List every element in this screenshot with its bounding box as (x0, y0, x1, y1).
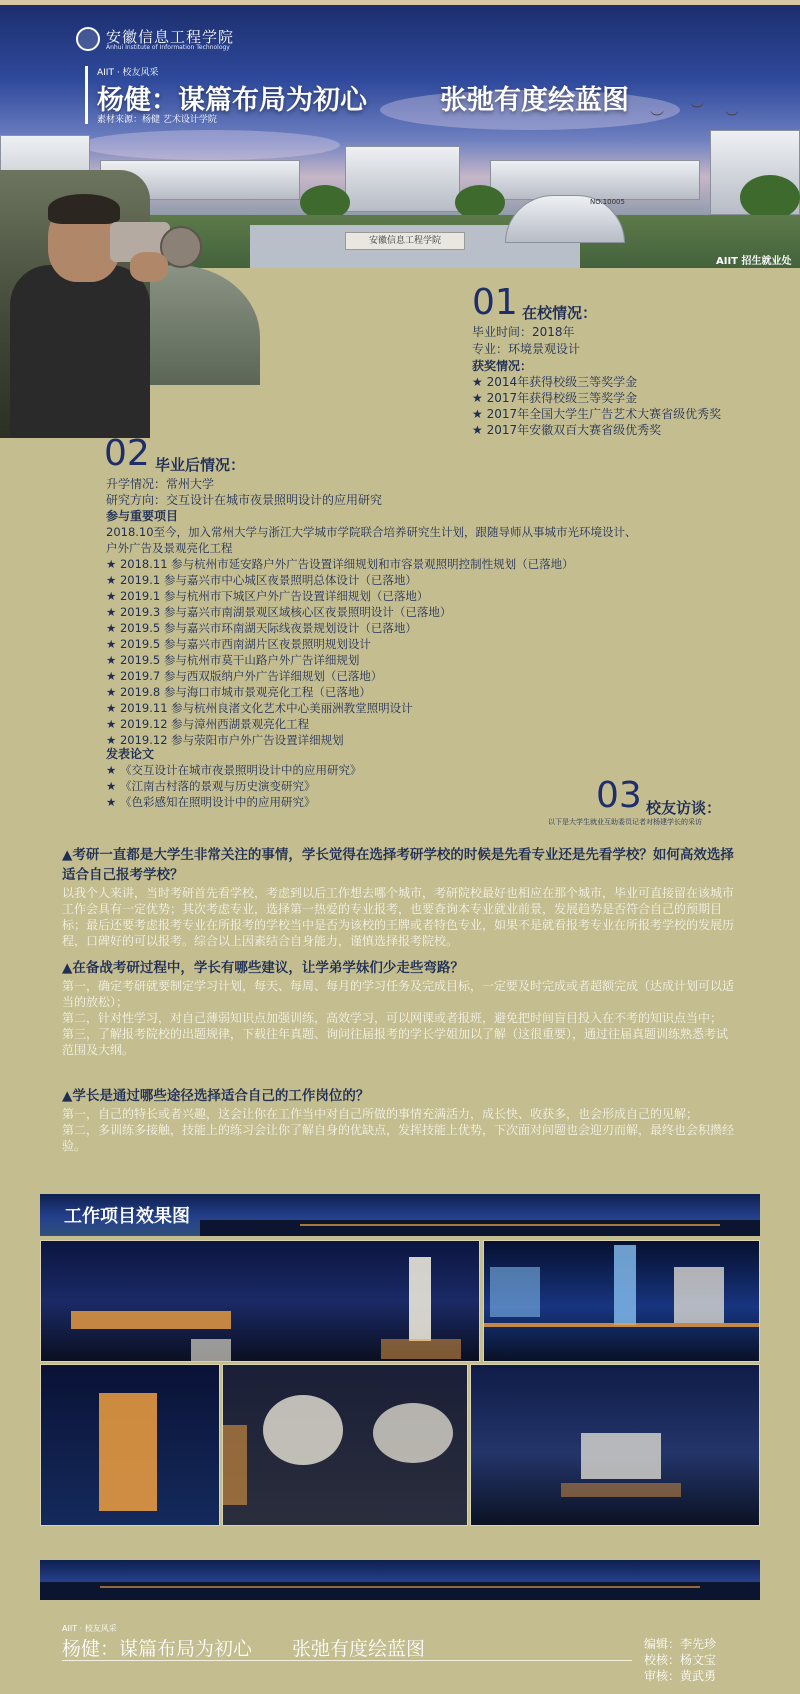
title-accent-bar (85, 66, 88, 124)
project-item: ★ 2019.1 参与嘉兴市中心城区夜景照明总体设计（已落地） (106, 573, 417, 587)
building-number: NO.10005 (590, 198, 625, 206)
interview-qa-1 (62, 845, 738, 949)
campus-main-building (345, 146, 460, 212)
city-lights (300, 1224, 720, 1226)
projects-list (106, 556, 574, 748)
school-logo-text: 安徽信息工程学院 (106, 28, 235, 46)
bird-icon: ︶ (725, 111, 739, 127)
grad-time: 毕业时间：2018年 (472, 325, 575, 339)
pavilion-lights (71, 1311, 231, 1329)
interview-note: 以下是大学生就业互助委员记者对杨建学长的采访 (548, 818, 702, 826)
school-logo-subtitle: Anhui Institute of Information Technology (106, 44, 230, 51)
award-item: ★ 2017年安徽双百大赛省级优秀奖 (472, 423, 662, 437)
gallery-title: 工作项目效果图 (64, 1206, 190, 1227)
project-item: ★ 2019.12 参与荥阳市户外广告设置详细规划 (106, 733, 344, 747)
interview-answer: 以我个人来讲，当时考研首先看学校，考虑到以后工作想去哪个城市，考研院校最好也相应在那个城市，毕业可直接留在该城市工作会具有一定优势；其次考虑专业，选择第一热爱的专业报考，也要查询本专业就业前景，发展趋势是否符合自己的预期目标；最后还要考虑报考专业在所报考的学校当中是否为该校的王牌或者特色专业，如果不是就看报考专业在所报考学校的发展历程，口碑好的可以报考。综合以上因素结合自身能力，谨慎选择报考院校。 (62, 886, 735, 948)
gallery-header-banner (40, 1194, 760, 1236)
project-photo-street (222, 1364, 468, 1526)
project-photo-building (470, 1364, 760, 1526)
hero-source: 素材来源：杨健 艺术设计学院 (97, 115, 217, 125)
project-item: ★ 2019.1 参与杭州市下城区户外广告设置详细规划（已落地） (106, 589, 429, 603)
alumni-photo (0, 170, 260, 440)
footer-divider (62, 1660, 632, 1661)
bridge-reflection (191, 1339, 231, 1362)
bird-icon: ︶ (690, 103, 704, 119)
project-item: ★ 2019.11 参与杭州良渚文化艺术中心美丽洲教堂照明设计 (106, 701, 413, 715)
major: 专业：环境景观设计 (472, 342, 581, 356)
interview-answer: 第一，自己的特长或者兴趣，这会让你在工作当中对自己所做的事情充满活力，成长快、收获多，也会形成自己的见解； 第二，多训练多接触，技能上的练习会让你了解自身的优缺点，发挥技能上优势，下次面对问题也会迎刃而解，最终也会积攒经验。 (62, 1107, 735, 1153)
interview-question: ▲考研一直都是大学生非常关注的事情，学长觉得在选择考研学校的时候是先看专业还是先看学校？如何高效选择适合自己报考学校？ (62, 847, 734, 883)
hero-tag: AIIT · 校友风采 (97, 68, 159, 78)
footer-proofreader: 校核：杨文宝 (644, 1653, 717, 1667)
graduate-school: 升学情况：常州大学 (106, 477, 215, 491)
cloud (80, 130, 340, 160)
building-lights (674, 1267, 724, 1323)
pagoda-lights (409, 1257, 431, 1341)
bird-icon: ︶ (650, 111, 664, 127)
footer-tag: AIIT · 校友风采 (62, 1624, 117, 1633)
storefront-lights (223, 1425, 247, 1505)
section-01-number: 01 (472, 282, 518, 323)
project-item: ★ 2018.11 参与杭州市延安路户外广告设置详细规划和市容景观照明控制性规划（已落地） (106, 557, 574, 571)
award-item: ★ 2017年获得校级三等奖学金 (472, 391, 638, 405)
project-item: ★ 2019.12 参与漳州西湖景观亮化工程 (106, 717, 310, 731)
interview-qa-3 (62, 1086, 738, 1154)
interview-question: ▲在备战考研过程中，学长有哪些建议，让学弟学妹们少走些弯路？ (62, 960, 464, 976)
section-03-title: 校友访谈： (646, 799, 722, 817)
project-photo-skyline (483, 1240, 760, 1362)
tree-lights (263, 1395, 343, 1465)
project-photo-hotel (40, 1364, 220, 1526)
building-facade-lights (581, 1433, 661, 1479)
hero-title-left: 杨健：谋篇布局为初心 (97, 85, 367, 116)
hotel-facade-lights (99, 1393, 157, 1511)
skyline-silhouette (40, 1582, 760, 1600)
project-item: ★ 2019.5 参与杭州市莫干山路户外广告详细规划 (106, 653, 360, 667)
person-body (10, 265, 150, 438)
awards-list (472, 374, 721, 438)
project-photo-pagoda (40, 1240, 480, 1362)
projects-intro-line2: 户外广告及景观亮化工程 (106, 541, 233, 555)
papers-label: 发表论文 (106, 747, 155, 761)
research-direction: 研究方向：交互设计在城市夜景照明设计的应用研究 (106, 493, 383, 507)
section-02-title: 毕业后情况： (155, 456, 246, 474)
section-01-title: 在校情况： (522, 304, 598, 322)
campus-sign: 安徽信息工程学院 (345, 232, 465, 250)
section-03-number: 03 (596, 775, 642, 816)
person-hair (48, 194, 120, 224)
interview-answer: 第一，确定考研就要制定学习计划，每天、每周、每月的学习任务及完成目标，一定要及时完成或者超额完成（达成计划可以适当的放松）； 第二，针对性学习，对自己薄弱知识点加强训练，高效学习，可以网课或者报班，避免把时间盲目投入在不考的知识点当中； 第三，了解报考院校的出题规律，下载往年真题、询问往届报考的学长学姐加以了解（这很重要），通过往届真题训练熟悉考试范围及大纲。 (62, 979, 735, 1057)
top-stripe (0, 0, 800, 5)
tree (740, 175, 800, 220)
projects-intro-line1: 2018.10至今，加入常州大学与浙江大学城市学院联合培养研究生计划，跟随导师从事城市光环境设计、 (106, 525, 637, 539)
tower-lights (614, 1245, 636, 1325)
footer-title-right: 张弛有度绘蓝图 (292, 1638, 426, 1660)
award-item: ★ 2014年获得校级三等奖学金 (472, 375, 638, 389)
paper-item: ★ 《江南古村落的景观与历史演变研究》 (106, 779, 316, 793)
pagoda-reflection (381, 1339, 461, 1359)
award-item: ★ 2017年全国大学生广告艺术大赛省级优秀奖 (472, 407, 722, 421)
footer-reviewer: 审核：黄武勇 (644, 1669, 717, 1683)
city-lights (100, 1586, 700, 1588)
papers-list (106, 762, 361, 810)
project-item: ★ 2019.7 参与西双版纳户外广告详细规划（已落地） (106, 669, 383, 683)
project-item: ★ 2019.5 参与嘉兴市西南湖片区夜景照明规划设计 (106, 637, 371, 651)
interview-question: ▲学长是通过哪些途径选择适合自己的工作岗位的？ (62, 1088, 370, 1104)
projects-label: 参与重要项目 (106, 509, 179, 523)
project-item: ★ 2019.8 参与海口市城市景观亮化工程（已落地） (106, 685, 371, 699)
paper-item: ★ 《色彩感知在照明设计中的应用研究》 (106, 795, 316, 809)
awards-label: 获奖情况： (472, 359, 533, 373)
aiit-corner-mark: AIIT 招生就业处 (716, 256, 792, 267)
school-logo-icon (76, 27, 100, 51)
section-02-number: 02 (104, 433, 150, 474)
gallery-footer-banner (40, 1560, 760, 1600)
project-item: ★ 2019.5 参与嘉兴市环南湖天际线夜景规划设计（已落地） (106, 621, 417, 635)
hero-title-right: 张弛有度绘蓝图 (440, 85, 629, 116)
footer-title-left: 杨健：谋篇布局为初心 (62, 1638, 253, 1660)
tree-lights (373, 1403, 453, 1463)
paper-item: ★ 《交互设计在城市夜景照明设计中的应用研究》 (106, 763, 362, 777)
project-item: ★ 2019.3 参与嘉兴市南湖景观区域核心区夜景照明设计（已落地） (106, 605, 452, 619)
building-lights (490, 1267, 540, 1317)
person-hand (130, 252, 168, 282)
waterfront-lights (484, 1323, 760, 1327)
footer-editor: 编辑：李先珍 (644, 1637, 717, 1651)
interview-qa-2 (62, 958, 738, 1058)
campus-building (490, 160, 700, 200)
skyline-silhouette (200, 1220, 760, 1236)
water-reflection (561, 1483, 681, 1497)
